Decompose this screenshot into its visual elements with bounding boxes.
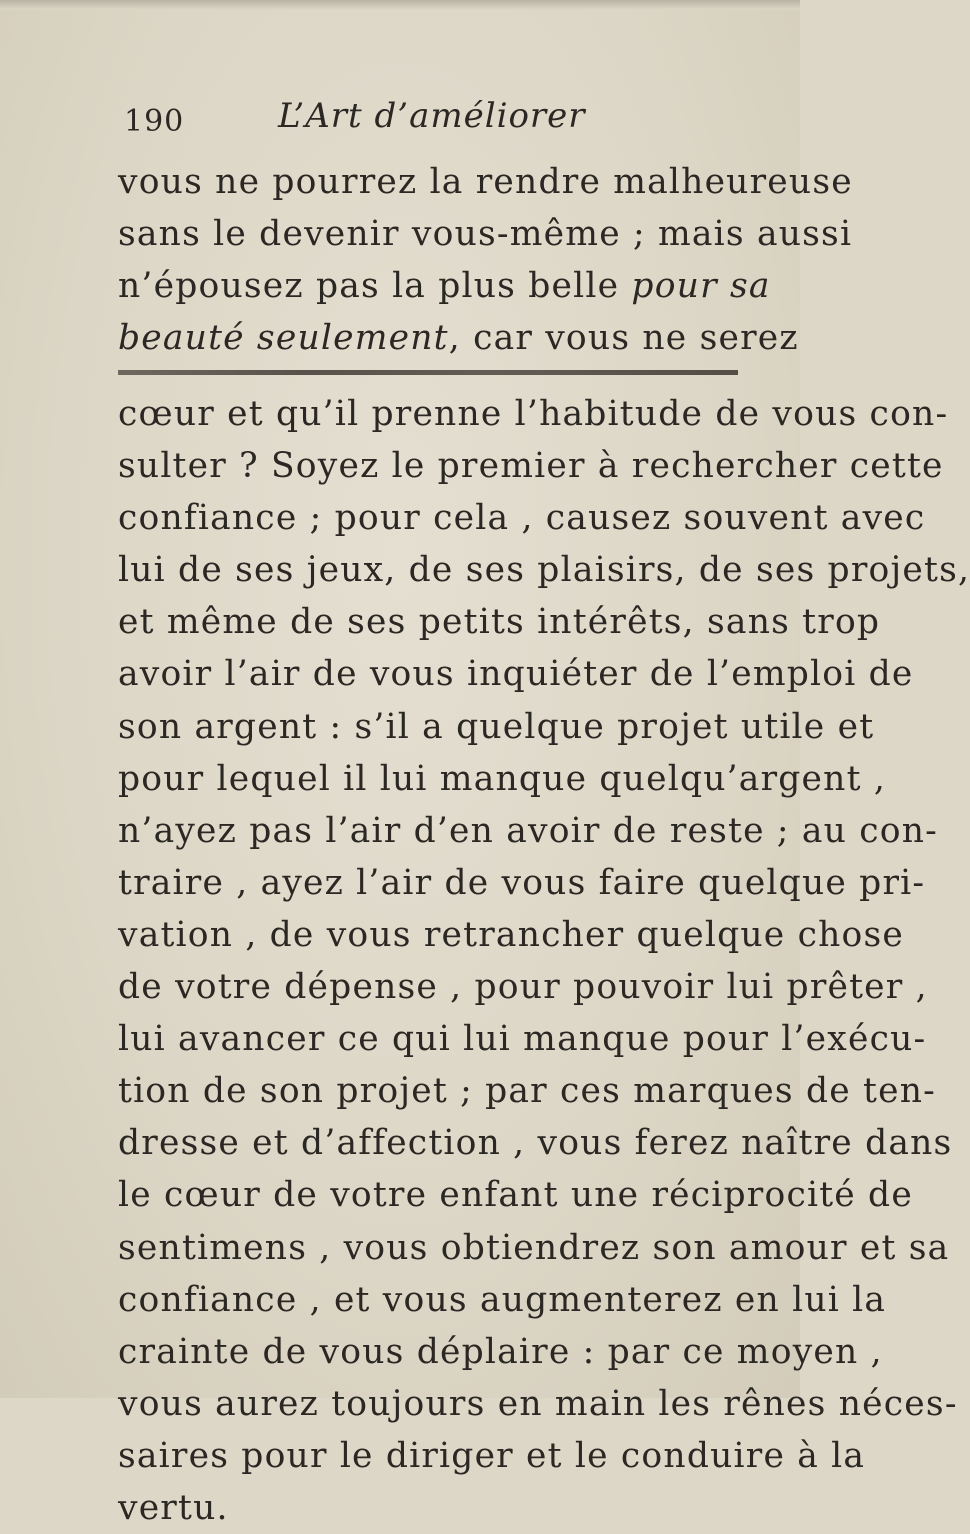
text-line: pour lequel il lui manque quelqu’argent , [118, 758, 886, 799]
text-span-italic: beauté seulement [118, 318, 449, 359]
text-line: vertu. [118, 1487, 229, 1528]
text-line: sulter ? Soyez le premier à rechercher cette [118, 446, 944, 487]
text-block-upper [118, 156, 853, 364]
text-span: , car vous ne serez [448, 318, 799, 359]
text-line: vous aurez toujours en main les rênes néces- [118, 1383, 958, 1424]
page-fold-divider [118, 370, 738, 375]
text-line: confiance ; pour cela , causez souvent avec [118, 498, 926, 539]
running-title: L’Art d’améliorer [278, 96, 586, 136]
text-line: crainte de vous déplaire : par ce moyen , [118, 1331, 883, 1372]
page-top-edge [0, 0, 800, 10]
text-line: n’ayez pas l’air d’en avoir de reste ; au con- [118, 810, 939, 851]
text-line: et même de ses petits intérêts, sans trop [118, 602, 881, 643]
text-line: confiance , et vous augmenterez en lui la [118, 1279, 887, 1320]
text-block-lower [118, 388, 970, 1534]
text-line: dresse et d’affection , vous ferez naître dans [118, 1123, 953, 1164]
text-line: saires pour le diriger et le conduire à la [118, 1435, 866, 1476]
text-line: de votre dépense , pour pouvoir lui prêter , [118, 967, 928, 1008]
text-line: lui avancer ce qui lui manque pour l’exécu- [118, 1019, 927, 1060]
text-line: sentimens , vous obtiendrez son amour et sa [118, 1227, 950, 1268]
text-line [118, 312, 799, 364]
text-line: sans le devenir vous-même ; mais aussi [118, 214, 853, 255]
text-span-italic: pour sa [631, 266, 771, 307]
text-line [118, 260, 771, 312]
text-line: son argent : s’il a quelque projet utile et [118, 706, 875, 747]
text-line: vous ne pourrez la rendre malheureuse [118, 162, 853, 202]
page-header [118, 96, 758, 146]
text-line: cœur et qu’il prenne l’habitude de vous con- [118, 394, 949, 434]
page-number: 190 [124, 104, 185, 139]
text-line: avoir l’air de vous inquiéter de l’emploi de [118, 654, 914, 695]
text-line: le cœur de votre enfant une réciprocité de [118, 1175, 913, 1216]
text-line: vation , de vous retrancher quelque chose [118, 914, 905, 955]
text-line: lui de ses jeux, de ses plaisirs, de ses projets, [118, 550, 970, 591]
text-line: traire , ayez l’air de vous faire quelque pri- [118, 862, 926, 903]
text-line: tion de son projet ; par ces marques de ten- [118, 1071, 936, 1112]
text-span: n’épousez pas la plus belle [118, 266, 632, 307]
